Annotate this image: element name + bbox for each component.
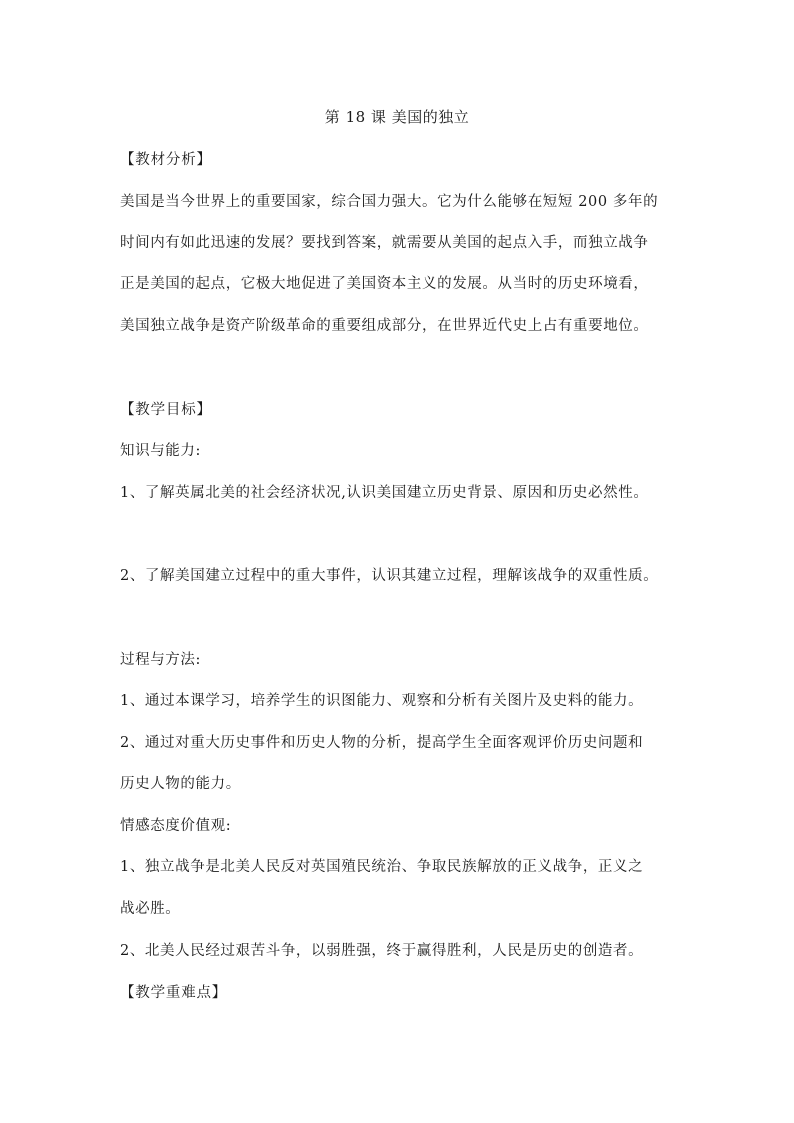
emotion-item: 2、北美人民经过艰苦斗争，以弱胜强，终于赢得胜利，人民是历史的创造者。 (120, 943, 644, 959)
knowledge-item: 1、了解英属北美的社会经济状况,认识美国建立历史背景、原因和历史必然性。 (120, 485, 649, 501)
process-item: 1、通过本课学习，培养学生的识图能力、观察和分析有关图片及史料的能力。 (120, 693, 644, 709)
process-item: 2、通过对重大历史事件和历史人物的分析，提高学生全面客观评价历史问题和 (120, 735, 644, 751)
lesson-title: 第 18 课 美国的独立 (324, 108, 470, 126)
emotion-item: 战必胜。 (120, 901, 181, 917)
analysis-line: 美国独立战争是资产阶级革命的重要组成部分，在世界近代史上占有重要地位。 (120, 318, 649, 334)
knowledge-heading: 知识与能力: (120, 443, 201, 459)
analysis-heading: 【教材分析】 (120, 152, 212, 168)
difficulty-heading: 【教学重难点】 (120, 985, 228, 1001)
process-heading: 过程与方法: (120, 652, 201, 668)
process-item: 历史人物的能力。 (120, 776, 241, 792)
analysis-line: 时间内有如此迅速的发展？要找到答案，就需要从美国的起点入手，而独立战争 (120, 235, 649, 251)
emotion-heading: 情感态度价值观: (120, 818, 232, 834)
goals-heading: 【教学目标】 (120, 402, 212, 418)
analysis-line: 正是美国的起点，它极大地促进了美国资本主义的发展。从当时的历史环境看， (120, 276, 649, 292)
analysis-line: 美国是当今世界上的重要国家，综合国力强大。它为什么能够在短短 200 多年的 (120, 194, 659, 210)
knowledge-item: 2、了解美国建立过程中的重大事件，认识其建立过程，理解该战争的双重性质。 (120, 568, 659, 584)
emotion-item: 1、独立战争是北美人民反对英国殖民统治、争取民族解放的正义战争，正义之 (120, 859, 644, 875)
